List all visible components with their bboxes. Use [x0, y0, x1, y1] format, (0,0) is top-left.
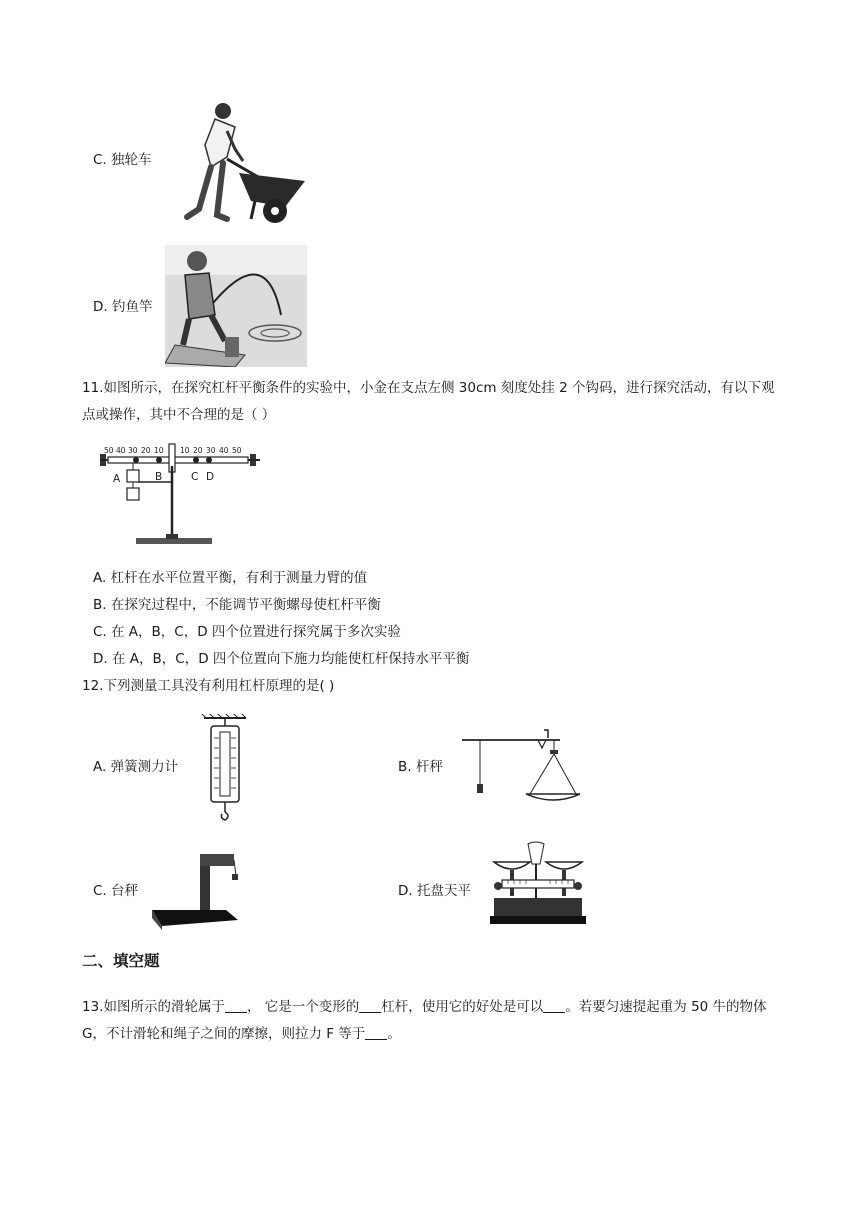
option-d-label: D. 钓鱼竿 [93, 299, 153, 315]
scale-left-50: 50 [104, 446, 114, 455]
question-12-stem: 12.下列测量工具没有利用杠杆原理的是( ) [82, 678, 335, 694]
q12-option-a: A. 弹簧测力计 [93, 759, 179, 775]
q11-option-d: D. 在 A，B，C，D 四个位置向下施力均能使杠杆保持水平平衡 [93, 651, 470, 667]
scale-left-30: 30 [128, 446, 138, 455]
scale-right-40: 40 [219, 446, 229, 455]
q13-part-5: 。 [387, 1026, 401, 1042]
scale-left-10: 10 [154, 446, 164, 455]
fishing-rod-illustration [165, 245, 307, 367]
scale-left-40: 40 [116, 446, 126, 455]
point-b-label: B [155, 471, 163, 483]
question-13-stem [82, 994, 782, 1048]
point-a-label: A [113, 473, 121, 485]
spring-scale-illustration [200, 714, 250, 822]
option-c-label: C. 独轮车 [93, 152, 152, 168]
q12-option-d: D. 托盘天平 [398, 883, 471, 899]
point-c-label: C [191, 471, 199, 483]
wheelbarrow-illustration [165, 97, 311, 227]
q13-part-3: 杠杆，使用它的好处是可以 [381, 999, 544, 1015]
q13-part-2: ， 它是一个变形的 [246, 999, 360, 1015]
answer-blank-3[interactable] [543, 998, 565, 1013]
question-11-stem: 11.如图所示，在探究杠杆平衡条件的实验中，小金在支点左侧 30cm 刻度处挂 2 个钩码，进行探究活动，有以下观点或操作，其中不合理的是（ ） [82, 380, 775, 423]
q11-option-c: C. 在 A，B，C，D 四个位置进行探究属于多次实验 [93, 624, 401, 640]
q11-option-b: B. 在探究过程中，不能调节平衡螺母使杠杆平衡 [93, 597, 381, 613]
scale-left-20: 20 [141, 446, 151, 455]
answer-blank-2[interactable] [359, 998, 381, 1013]
answer-blank-1[interactable] [225, 998, 247, 1013]
lever-experiment-figure [100, 442, 265, 552]
section-2-title: 二、填空题 [82, 952, 160, 970]
balance-scale-illustration [488, 840, 588, 930]
q13-part-1: 13.如图所示的滑轮属于 [82, 999, 225, 1015]
scale-right-30: 30 [206, 446, 216, 455]
platform-scale-illustration [150, 852, 240, 930]
q12-option-c: C. 台秤 [93, 883, 139, 899]
q11-option-a: A. 杠杆在水平位置平衡，有利于测量力臂的值 [93, 570, 368, 586]
scale-right-20: 20 [193, 446, 203, 455]
steelyard-illustration [460, 726, 580, 806]
q13-part-4: 。若要匀速提起重为 50 牛的物体 G，不计滑轮和绳子之间的摩擦，则拉力 F 等于 [82, 999, 767, 1042]
point-d-label: D [206, 471, 215, 483]
q12-option-b: B. 杆秤 [398, 759, 443, 775]
answer-blank-4[interactable] [365, 1025, 387, 1040]
scale-right-10: 10 [180, 446, 190, 455]
scale-right-50: 50 [232, 446, 242, 455]
